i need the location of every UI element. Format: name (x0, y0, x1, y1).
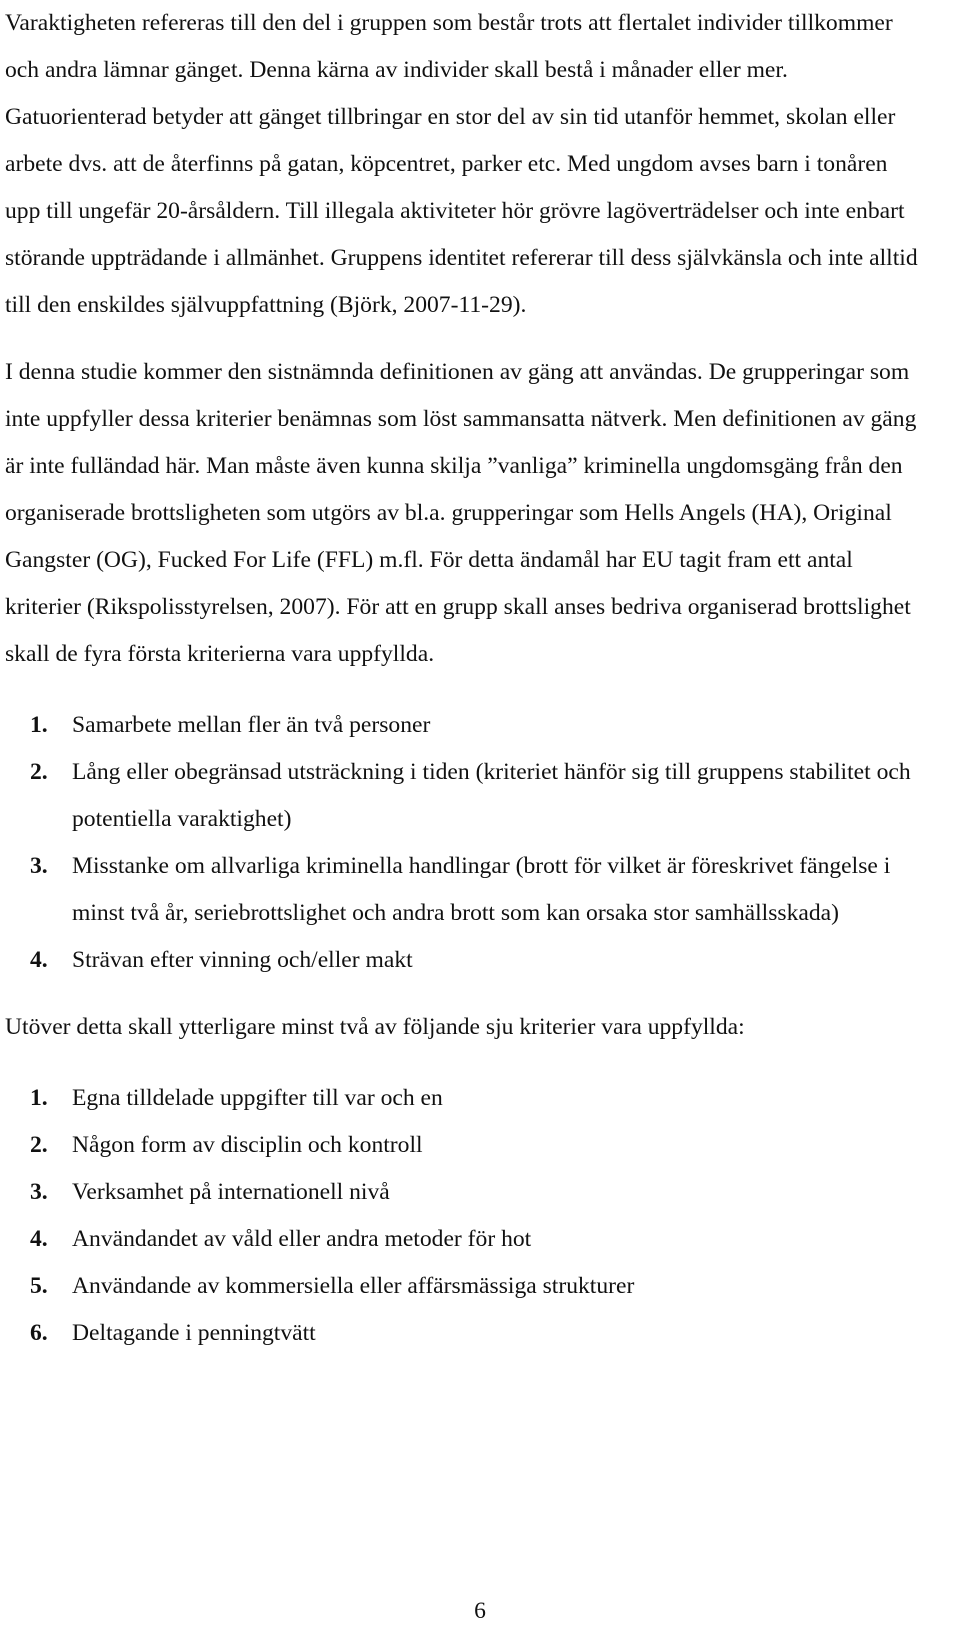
list-item-number: 4. (30, 947, 48, 973)
list-item-number: 2. (30, 1132, 48, 1158)
list-item-text: Samarbete mellan fler än två personer (72, 712, 431, 738)
list-item-text: Verksamhet på internationell nivå (72, 1179, 390, 1205)
criteria-list-optional (5, 1075, 920, 1357)
list-item (5, 1263, 920, 1310)
list-item (5, 1169, 920, 1216)
list-item-text: Någon form av disciplin och kontroll (72, 1132, 423, 1158)
list-item (5, 749, 920, 843)
list-item-text: Lång eller obegränsad utsträckning i tiden (kriteriet hänför sig till gruppens stabilitet och potentiella varaktighet) (72, 759, 911, 832)
paragraph-additional-criteria: Utöver detta skall ytterligare minst två av följande sju kriterier vara uppfyllda: (5, 1014, 745, 1040)
list-item-number: 6. (30, 1320, 48, 1346)
list-item-number: 5. (30, 1273, 48, 1299)
list-item-text: Deltagande i penningtvätt (72, 1320, 316, 1346)
list-item-number: 2. (30, 759, 48, 785)
list-item-number: 1. (30, 712, 48, 738)
list-item-text: Egna tilldelade uppgifter till var och en (72, 1085, 443, 1111)
list-item (5, 843, 920, 937)
list-item (5, 1122, 920, 1169)
list-item-number: 3. (30, 1179, 48, 1205)
list-item (5, 937, 920, 984)
list-item-text: Strävan efter vinning och/eller makt (72, 947, 413, 973)
list-item-number: 4. (30, 1226, 48, 1252)
page-number: 6 (474, 1598, 486, 1624)
list-item-number: 3. (30, 853, 48, 879)
criteria-list-required (5, 702, 920, 984)
list-item-number: 1. (30, 1085, 48, 1111)
list-item (5, 1216, 920, 1263)
list-item-text: Användande av kommersiella eller affärsmässiga strukturer (72, 1273, 635, 1299)
document-page (5, 0, 920, 1357)
paragraph-definitions: Varaktigheten refereras till den del i gruppen som består trots att flertalet individer tillkommer och andra lämnar gänget. Denna kärna av individer skall bestå i månader eller mer. Gatuorienterad betyder att gänget tillbringar en stor del av sin tid utanför hemmet, skolan eller arbete dvs. att de återfinns på gatan, köpcentret, parker etc. Med ungdom avses barn i tonåren upp till ungefär 20-årsåldern. Till illegala aktiviteter hör grövre lagöverträdelser och inte enbart störande uppträdande i allmänhet. Gruppens identitet refererar till dess självkänsla och inte alltid till den enskildes självuppfattning (Björk, 2007-11-29). (5, 10, 918, 318)
list-item (5, 1075, 920, 1122)
list-item-text: Misstanke om allvarliga kriminella handlingar (brott för vilket är föreskrivet fängelse i minst två år, seriebrottslighet och andra brott som kan orsaka stor samhällsskada) (72, 853, 891, 926)
paragraph-study-definition: I denna studie kommer den sistnämnda definitionen av gäng att användas. De grupperingar som inte uppfyller dessa kriterier benämnas som löst sammansatta nätverk. Men definitionen av gäng är inte fulländad här. Man måste även kunna skilja ”vanliga” kriminella ungdomsgäng från den organiserade brottsligheten som utgörs av bl.a. grupperingar som Hells Angels (HA), Original Gangster (OG), Fucked For Life (FFL) m.fl. För detta ändamål har EU tagit fram ett antal kriterier (Rikspolisstyrelsen, 2007). För att en grupp skall anses bedriva organiserad brottslighet skall de fyra första kriterierna vara uppfyllda. (5, 359, 917, 667)
list-item (5, 702, 920, 749)
list-item (5, 1310, 920, 1357)
list-item-text: Användandet av våld eller andra metoder för hot (72, 1226, 532, 1252)
